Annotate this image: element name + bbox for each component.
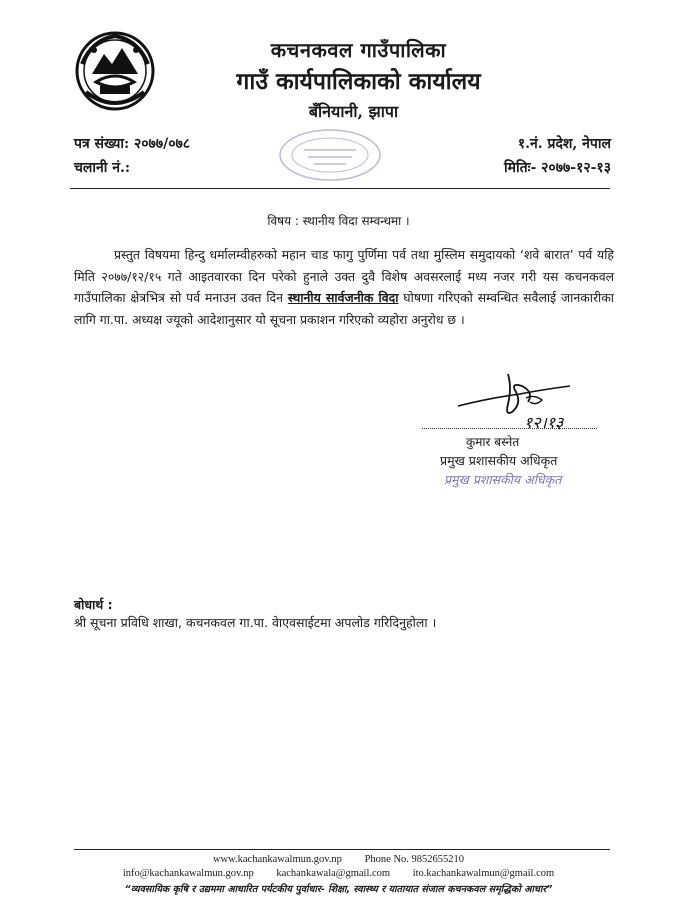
- signature-date: १२।१३: [524, 413, 564, 432]
- letter-subject: विषय : स्थानीय विदा सम्वन्धमा ।: [267, 214, 410, 228]
- signature-icon: [450, 368, 610, 436]
- footer-divider: [74, 849, 610, 850]
- footer-slogan: “व्यवसायिक कृषि र उद्यममा आधारित पर्यटकीय पुर्वाधार- शिक्षा, स्वास्थ्य र यातायात संजाल कचनकवल समृद्धिको आधार”: [124, 884, 553, 895]
- footer-phone: Phone No. 9852655210: [364, 854, 465, 865]
- footer-email-ito: ito.kachankawalmun@gmail.com: [412, 868, 555, 879]
- letter-body: [74, 244, 614, 330]
- letter-number: पत्र संख्या: २०७७/०७८: [74, 136, 191, 152]
- office-stamp-icon: [276, 126, 384, 184]
- footer-email-gmail: kachankawala@gmail.com: [276, 868, 391, 879]
- signatory-name: कुमार बस्नेत: [466, 435, 520, 449]
- signatory-stamp: प्रमुख प्रशासकीय अधिकृत: [444, 472, 562, 487]
- cc-recipient: श्री सूचना प्रविधि शाखा, कचनकवल गा.पा. वेाएवसाईटमा अपलोड गरिदिनुहोला ।: [74, 615, 437, 630]
- holiday-highlight: स्थानीय सार्वजनीक विदा: [287, 290, 399, 305]
- footer-email-info: info@kachankawalmun.gov.np: [122, 868, 254, 879]
- letter-date: मितिः- २०७७-१२-१३: [504, 160, 611, 176]
- dispatch-number: चलानी नं.:: [74, 160, 131, 176]
- body-text-part-2: घोषणा गरिएको सम्वन्धित सवैलाई जानकारीका लागि गा.पा. अध्यक्ष ज्यूको आदेशानुसार यो सूचना प्रकाशन गरिएको व्यहोरा अनुरोध छ ।: [74, 290, 614, 327]
- signatory-title: प्रमुख प्रशासकीय अधिकृत: [440, 453, 558, 468]
- header-divider: [70, 188, 610, 189]
- footer-contact-row: [0, 854, 677, 865]
- office-name: कचनकवल गाउँपालिका: [270, 38, 447, 62]
- body-text-part-1: प्रस्तुत विषयमा हिन्दु धर्मालम्वीहरुको महान चाड फागु पुर्णिमा पर्व तथा मुस्लिम समुदायको ‘शवे बारात’ पर्व यहि मिति २०७७/१२/१५ गते आइतवारका दिन परेको हुनाले उक्त दुवै विशेष अवसरलाई मध्य नजर गरी यस कचनकवल गाउँपालिका क्षेत्रभित्र सो पर्व मनाउन उक्त दिन: [74, 247, 614, 305]
- cc-heading: बोधार्थ :: [74, 597, 113, 612]
- province-label: १.नं. प्रदेश, नेपाल: [517, 136, 611, 152]
- office-subtitle: गाउँ कार्यपालिकाको कार्यालय: [236, 68, 481, 95]
- office-location: बँनियानी, झापा: [308, 102, 399, 121]
- footer-email-row: [0, 868, 677, 879]
- footer-website: www.kachankawalmun.gov.np: [212, 854, 342, 865]
- signature-line: [422, 428, 597, 429]
